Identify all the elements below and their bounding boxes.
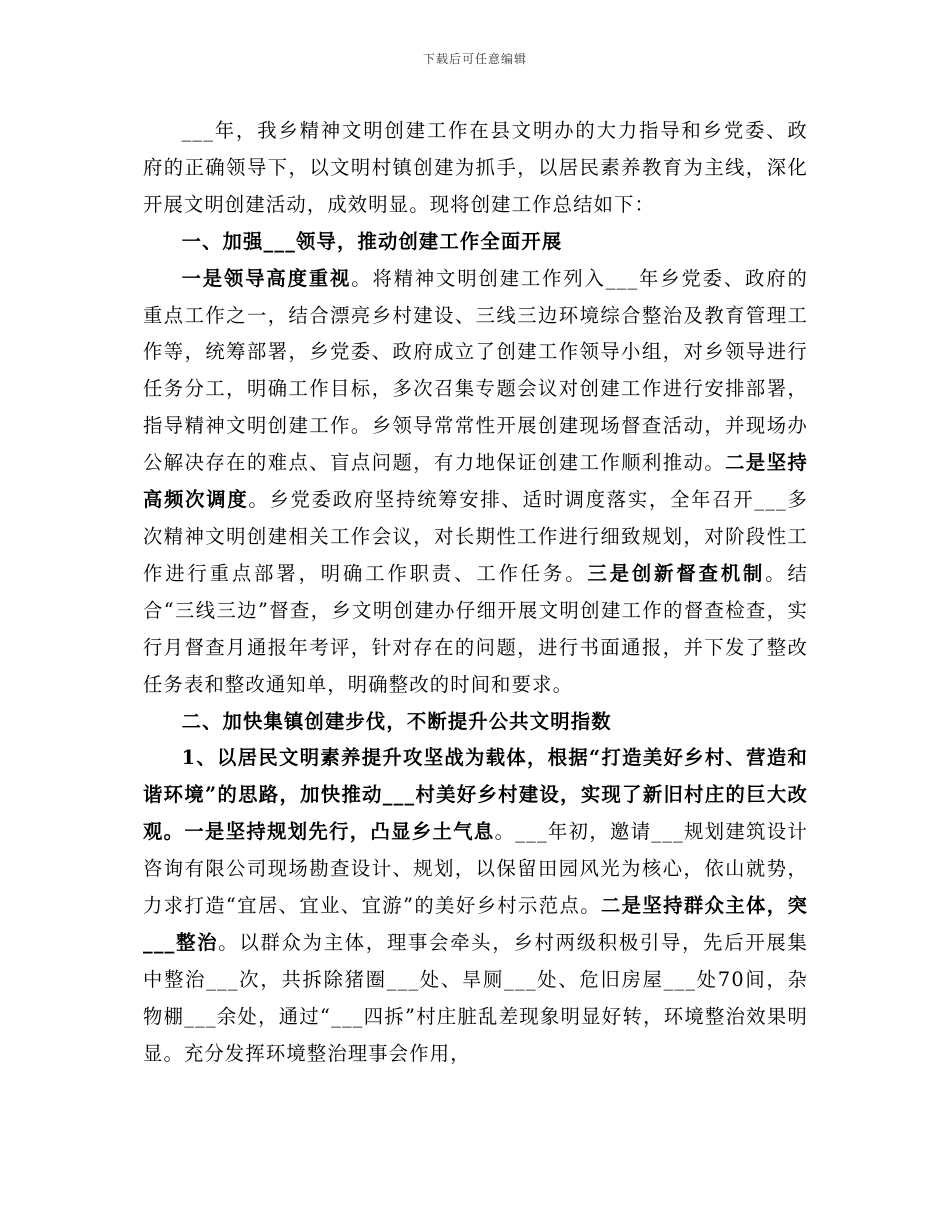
bold-lead: 三是创新督查机制 bbox=[587, 561, 766, 585]
text-segment: 。以群众为主体，理事会牵头，乡村两级积极引导，先后开展集中整治___次，共拆除猪圈___处、旱厕___处、危旧房屋___处70间，杂物棚___余处，通过“___四拆”村庄脏乱差现象明显好转，环境整治效果明显。充分发挥环境整治理事会作用， bbox=[143, 930, 808, 1065]
section-heading-2 bbox=[143, 704, 808, 741]
text-segment: 。将精神文明创建工作列入___年乡党委、政府的重点工作之一，结合漂亮乡村建设、三线三边环境综合整治及教育管理工作等，统筹部署，乡党委、政府成立了创建工作领导小组，对乡领导进行任务分工，明确工作目标，多次召集专题会议对创建工作进行安排部署，指导精神文明创建工作。乡领导常常性开展创建现场督查活动，并现场办公解决存在的难点、盲点问题，有力地保证创建工作顺利推动。 bbox=[143, 266, 808, 475]
page-header: 下载后可任意编辑 bbox=[422, 52, 527, 66]
bold-lead: 1、以居民文明素养提升攻坚战为载体，根据“打造美好乡村、营造和谐环境”的思路，加快推动___村美好乡村建设，实现了新旧村庄的巨大改观。一是坚持规划先行，凸显乡土气息 bbox=[143, 746, 808, 844]
bold-lead: 二是坚持高频次调度 bbox=[143, 451, 808, 512]
paragraph-intro bbox=[143, 113, 808, 224]
heading-text: 一、加强___领导，推动创建工作全面开展 bbox=[181, 229, 563, 253]
text-segment: 。___年初，邀请___规划建筑设计咨询有限公司现场勘查设计、规划，以保留田园风光为核心，依山就势，力求打造“宜居、宜业、宜游”的美好乡村示范点。 bbox=[143, 820, 808, 918]
bold-lead: 二是坚持群众主体，突___整治 bbox=[143, 894, 809, 954]
paragraph-village-construction bbox=[143, 740, 808, 1072]
section-heading-1 bbox=[143, 224, 808, 261]
bold-lead: 一是领导高度重视 bbox=[181, 266, 352, 290]
text-segment: 。结合“三线三边”督查，乡文明创建办仔细开展文明创建工作的督查检查，实行月督查月通报年考评，针对存在的问题，进行书面通报，并下发了整改任务表和整改通知单，明确整改的时间和要求。 bbox=[143, 561, 808, 696]
paragraph-leadership bbox=[143, 261, 808, 704]
text-segment: 。乡党委政府坚持统筹安排、适时调度落实，全年召开___多次精神文明创建相关工作会议，对长期性工作进行细致规划，对阶段性工作进行重点部署，明确工作职责、工作任务。 bbox=[143, 488, 808, 585]
text-segment: ___年，我乡精神文明创建工作在县文明办的大力指导和乡党委、政府的正确领导下，以文明村镇创建为抓手，以居民素养教育为主线，深化开展文明创建活动，成效明显。现将创建工作总结如下： bbox=[143, 119, 808, 216]
document-body bbox=[143, 113, 808, 1073]
heading-text: 二、加快集镇创建步伐，不断提升公共文明指数 bbox=[181, 709, 612, 733]
